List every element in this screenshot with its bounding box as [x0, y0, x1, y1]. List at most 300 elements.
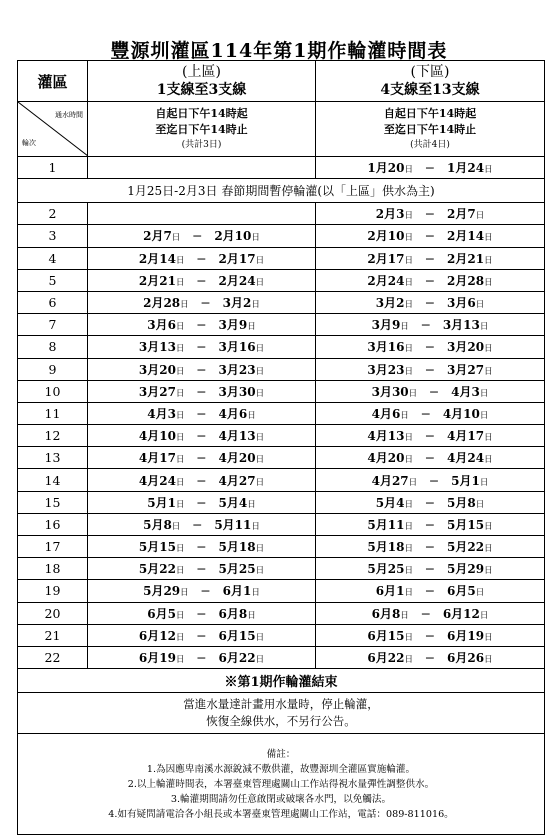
- range-dash: −: [196, 383, 207, 399]
- date-value: [219, 362, 265, 377]
- day-suffix: 日: [251, 233, 260, 244]
- month-day: 4月6: [371, 406, 401, 421]
- day-suffix: 日: [404, 632, 413, 643]
- date-value: [139, 628, 185, 643]
- date-value: [139, 428, 185, 443]
- day-suffix: 日: [255, 566, 265, 577]
- month-day: 2月7: [447, 207, 476, 222]
- schedule-table: [17, 60, 545, 835]
- range-dash: −: [196, 627, 207, 643]
- range-dash: −: [424, 561, 436, 577]
- day-suffix: 日: [255, 344, 265, 355]
- date-value: [443, 606, 489, 621]
- lower-time-rule: [316, 102, 545, 157]
- table-row: [18, 425, 545, 447]
- date-value: [219, 384, 265, 399]
- date-value: [447, 628, 493, 643]
- lower-zone-period: [316, 558, 545, 580]
- day-suffix: 日: [175, 566, 185, 577]
- lower-zone-period: [316, 358, 545, 380]
- date-value: [219, 428, 265, 443]
- round-number: 10: [18, 380, 88, 402]
- day-suffix: 日: [484, 366, 493, 377]
- day-suffix: 日: [404, 521, 413, 532]
- date-value: [147, 495, 184, 510]
- range-dash: −: [196, 250, 207, 266]
- table-row: [18, 358, 545, 380]
- round-number: 20: [18, 602, 88, 624]
- round-number: 9: [18, 358, 88, 380]
- date-value: [367, 517, 413, 532]
- table-row: [18, 157, 545, 179]
- month-day: 3月23: [218, 362, 256, 377]
- month-day: 4月20: [367, 451, 405, 466]
- upper-zone-name: (上區): [182, 64, 221, 80]
- round-number: 15: [18, 491, 88, 513]
- day-suffix: 日: [175, 544, 185, 555]
- table-row: [18, 380, 545, 402]
- day-suffix: 日: [400, 322, 409, 333]
- month-day: 3月2: [375, 296, 405, 311]
- day-suffix: 日: [171, 521, 181, 532]
- month-day: 3月13: [138, 340, 176, 355]
- day-suffix: 日: [404, 344, 413, 355]
- date-value: [367, 273, 413, 288]
- upper-zone-period: [88, 157, 316, 179]
- range-dash: −: [196, 472, 207, 488]
- month-day: 3月30: [218, 384, 256, 399]
- table-row: [18, 513, 545, 535]
- table-row: [18, 558, 545, 580]
- date-value: [143, 517, 180, 532]
- upper-zone-period: [88, 536, 316, 558]
- date-value: [219, 561, 265, 576]
- month-day: 3月13: [442, 318, 480, 333]
- range-dash: −: [196, 494, 207, 510]
- date-value: [451, 384, 488, 399]
- date-value: [219, 273, 265, 288]
- day-suffix: 日: [479, 410, 489, 421]
- date-value: [447, 251, 493, 266]
- day-suffix: 日: [404, 233, 413, 244]
- lower-zone-header: [316, 61, 545, 102]
- month-day: 6月26: [447, 651, 485, 666]
- day-suffix: 日: [400, 610, 409, 621]
- day-suffix: 日: [255, 455, 265, 466]
- day-suffix: 日: [255, 433, 265, 444]
- month-day: 3月27: [447, 362, 485, 377]
- upper-zone-period: [88, 358, 316, 380]
- range-dash: −: [424, 250, 436, 266]
- month-day: 2月17: [218, 251, 256, 266]
- date-value: [447, 362, 493, 377]
- table-row: [18, 291, 545, 313]
- date-value: [376, 495, 413, 510]
- round-number: 21: [18, 624, 88, 646]
- date-value: [139, 539, 185, 554]
- upper-zone-period: [88, 425, 316, 447]
- month-day: 2月10: [214, 229, 252, 244]
- table-row: [18, 247, 545, 269]
- end-text: ※第1期作輪灌結束: [18, 669, 545, 693]
- month-day: 3月2: [222, 296, 252, 311]
- day-suffix: 日: [180, 588, 189, 599]
- day-suffix: 日: [479, 477, 489, 488]
- date-value: [219, 317, 256, 332]
- day-suffix: 日: [479, 610, 489, 621]
- range-dash: −: [424, 516, 436, 532]
- month-day: 6月5: [447, 584, 476, 599]
- range-dash: −: [424, 361, 436, 377]
- date-value: [214, 517, 260, 532]
- date-value: [219, 628, 265, 643]
- month-day: 6月1: [375, 584, 405, 599]
- month-day: 5月11: [214, 517, 252, 532]
- range-dash: −: [420, 605, 432, 621]
- day-suffix: 日: [251, 521, 260, 532]
- lower-zone-period: [316, 157, 545, 179]
- lower-zone-period: [316, 247, 545, 269]
- date-value: [376, 295, 413, 310]
- month-day: 5月18: [218, 540, 256, 555]
- month-day: 4月13: [218, 429, 256, 444]
- date-value: [219, 251, 265, 266]
- table-row: [18, 447, 545, 469]
- day-suffix: 日: [484, 344, 493, 355]
- month-day: 2月14: [447, 229, 485, 244]
- table-row: [18, 469, 545, 491]
- date-value: [143, 228, 180, 243]
- day-suffix: 日: [404, 566, 413, 577]
- month-day: 3月20: [138, 362, 176, 377]
- day-suffix: 日: [408, 388, 418, 399]
- upper-start-rule: 自起日下午14時起: [155, 106, 248, 120]
- range-dash: −: [196, 361, 207, 377]
- round-number: 2: [18, 203, 88, 225]
- date-value: [139, 251, 185, 266]
- day-suffix: 日: [175, 499, 185, 510]
- month-day: 3月9: [218, 318, 248, 333]
- month-day: 5月22: [138, 562, 176, 577]
- lower-zone-period: [316, 402, 545, 424]
- round-number: 17: [18, 536, 88, 558]
- date-value: [139, 650, 185, 665]
- date-value: [447, 495, 484, 510]
- date-value: [147, 317, 184, 332]
- range-dash: −: [192, 228, 203, 244]
- lower-zone-period: [316, 380, 545, 402]
- upper-zone-period: [88, 225, 316, 247]
- notes-row: [18, 734, 545, 835]
- month-day: 3月30: [371, 384, 409, 399]
- date-value: [219, 495, 256, 510]
- date-value: [372, 317, 409, 332]
- table-row: [18, 225, 545, 247]
- round-number: 1: [18, 157, 88, 179]
- day-suffix: 日: [251, 300, 260, 311]
- date-value: [367, 339, 413, 354]
- lower-zone-period: [316, 624, 545, 646]
- lower-zone-period: [316, 269, 545, 291]
- lower-zone-period: [316, 425, 545, 447]
- day-suffix: 日: [175, 433, 185, 444]
- day-suffix: 日: [175, 610, 185, 621]
- range-dash: −: [424, 650, 436, 666]
- date-value: [367, 628, 413, 643]
- date-value: [447, 273, 493, 288]
- date-value: [367, 650, 413, 665]
- upper-zone-period: [88, 469, 316, 491]
- date-value: [372, 606, 409, 621]
- day-suffix: 日: [404, 366, 413, 377]
- round-number: 14: [18, 469, 88, 491]
- day-suffix: 日: [475, 300, 485, 311]
- month-day: 3月27: [138, 384, 176, 399]
- month-day: 2月28: [447, 273, 485, 288]
- table-row: [18, 269, 545, 291]
- month-day: 5月29: [143, 584, 181, 599]
- day-suffix: 日: [484, 255, 493, 266]
- range-dash: −: [196, 317, 207, 333]
- day-suffix: 日: [404, 588, 413, 599]
- upper-zone-period: [88, 269, 316, 291]
- date-value: [447, 561, 493, 576]
- day-suffix: 日: [484, 455, 493, 466]
- table-row: [18, 602, 545, 624]
- day-suffix: 日: [255, 388, 265, 399]
- month-day: 4月3: [451, 384, 480, 399]
- month-day: 4月13: [367, 429, 405, 444]
- upper-zone-period: [88, 580, 316, 602]
- day-suffix: 日: [175, 632, 185, 643]
- range-dash: −: [424, 160, 436, 176]
- month-day: 6月19: [138, 651, 176, 666]
- upper-zone-period: [88, 291, 316, 313]
- note-item: 3.輪灌期間請勿任意啟閉或破壞各水門，以免觸法。: [170, 793, 392, 805]
- note-item: 2.以上輪灌時間表，本署臺東管理處關山工作站得視水量彈性調整供水。: [127, 778, 435, 790]
- month-day: 2月21: [138, 273, 176, 288]
- table-row: [18, 646, 545, 668]
- date-value: [139, 450, 185, 465]
- range-dash: −: [424, 539, 436, 555]
- lower-zone-period: [316, 602, 545, 624]
- date-value: [376, 583, 413, 598]
- round-number: 3: [18, 225, 88, 247]
- date-value: [451, 473, 488, 488]
- month-day: 5月1: [451, 473, 480, 488]
- month-day: 6月22: [367, 651, 405, 666]
- date-value: [447, 583, 484, 598]
- day-suffix: 日: [404, 499, 413, 510]
- month-day: 5月4: [375, 495, 405, 510]
- day-suffix: 日: [484, 544, 493, 555]
- day-suffix: 日: [255, 655, 265, 666]
- range-dash: −: [420, 317, 432, 333]
- message-line: 恢復全線供水，不另行公告。: [206, 714, 356, 729]
- day-suffix: 日: [479, 322, 489, 333]
- date-value: [223, 295, 260, 310]
- lower-zone-period: [316, 203, 545, 225]
- day-suffix: 日: [408, 477, 418, 488]
- range-dash: −: [196, 650, 207, 666]
- day-suffix: 日: [247, 610, 256, 621]
- upper-zone-period: [88, 447, 316, 469]
- range-dash: −: [196, 405, 207, 421]
- day-suffix: 日: [404, 433, 413, 444]
- day-suffix: 日: [255, 277, 265, 288]
- day-suffix: 日: [175, 655, 185, 666]
- upper-zone-header: [88, 61, 316, 102]
- month-day: 1月20: [367, 161, 405, 176]
- lower-zone-period: [316, 336, 545, 358]
- month-day: 5月18: [367, 540, 405, 555]
- date-value: [367, 160, 413, 175]
- round-number: 13: [18, 447, 88, 469]
- date-value: [367, 362, 413, 377]
- day-suffix: 日: [484, 566, 493, 577]
- range-dash: −: [192, 516, 203, 532]
- month-day: 5月25: [367, 562, 405, 577]
- date-value: [447, 295, 484, 310]
- date-value: [139, 273, 185, 288]
- round-number: 6: [18, 291, 88, 313]
- lower-zone-period: [316, 469, 545, 491]
- month-day: 5月11: [367, 517, 405, 532]
- upper-zone-period: [88, 380, 316, 402]
- date-value: [139, 473, 185, 488]
- month-day: 6月15: [367, 628, 405, 643]
- date-value: [447, 228, 493, 243]
- upper-time-rule: [88, 102, 316, 157]
- month-day: 4月24: [447, 451, 485, 466]
- day-suffix: 日: [404, 544, 413, 555]
- month-day: 6月12: [138, 628, 176, 643]
- range-dash: −: [424, 228, 436, 244]
- range-dash: −: [424, 627, 436, 643]
- month-day: 2月17: [367, 251, 405, 266]
- date-value: [219, 406, 256, 421]
- month-day: 5月1: [147, 495, 176, 510]
- table-row: [18, 203, 545, 225]
- day-suffix: 日: [175, 410, 185, 421]
- date-value: [214, 228, 260, 243]
- month-day: 6月12: [442, 606, 480, 621]
- lower-zone-period: [316, 536, 545, 558]
- month-day: 2月7: [143, 229, 172, 244]
- day-suffix: 日: [255, 477, 265, 488]
- range-dash: −: [196, 428, 207, 444]
- date-value: [143, 583, 189, 598]
- date-value: [447, 160, 493, 175]
- month-day: 2月10: [367, 229, 405, 244]
- month-day: 6月19: [447, 628, 485, 643]
- month-day: 5月25: [218, 562, 256, 577]
- day-suffix: 日: [484, 632, 493, 643]
- lower-start-rule: 自起日下午14時起: [383, 106, 477, 120]
- range-dash: −: [196, 539, 207, 555]
- round-number: 22: [18, 646, 88, 668]
- day-suffix: 日: [255, 632, 265, 643]
- date-value: [447, 517, 493, 532]
- round-number: 11: [18, 402, 88, 424]
- water-time-label: 通水時間: [55, 111, 83, 119]
- round-number: 5: [18, 269, 88, 291]
- lower-zone-period: [316, 291, 545, 313]
- date-value: [367, 228, 413, 243]
- date-value: [139, 384, 185, 399]
- lower-zone-branches: 4支線至13支線: [380, 82, 480, 98]
- day-suffix: 日: [484, 277, 493, 288]
- date-value: [372, 406, 409, 421]
- date-value: [376, 206, 413, 221]
- month-day: 6月8: [371, 606, 401, 621]
- range-dash: −: [428, 383, 440, 399]
- upper-zone-period: [88, 624, 316, 646]
- upper-zone-period: [88, 602, 316, 624]
- notes: [18, 734, 545, 835]
- date-value: [219, 539, 265, 554]
- note-item: 1.為因應卑南溪水源銳減不敷供灌，故豐源圳全灌區實施輪灌。: [146, 763, 416, 775]
- day-suffix: 日: [171, 233, 181, 244]
- month-day: 6月15: [218, 628, 256, 643]
- month-day: 3月23: [367, 362, 405, 377]
- date-value: [219, 450, 265, 465]
- range-dash: −: [424, 494, 436, 510]
- date-value: [367, 428, 413, 443]
- month-day: 4月17: [138, 451, 176, 466]
- day-suffix: 日: [180, 300, 189, 311]
- upper-zone-period: [88, 513, 316, 535]
- day-suffix: 日: [484, 433, 493, 444]
- date-value: [367, 251, 413, 266]
- day-suffix: 日: [484, 165, 493, 176]
- table-row: [18, 580, 545, 602]
- lower-total-days: (共計4日): [410, 139, 450, 150]
- date-value: [139, 339, 185, 354]
- month-day: 5月29: [447, 562, 485, 577]
- month-day: 6月1: [222, 584, 252, 599]
- day-suffix: 日: [484, 521, 493, 532]
- month-day: 6月5: [147, 606, 176, 621]
- date-value: [147, 606, 184, 621]
- upper-zone-period: [88, 491, 316, 513]
- day-suffix: 日: [175, 322, 185, 333]
- month-day: 5月15: [447, 517, 485, 532]
- date-value: [443, 406, 489, 421]
- date-value: [447, 450, 493, 465]
- day-suffix: 日: [247, 499, 256, 510]
- month-day: 4月10: [442, 406, 480, 421]
- range-dash: −: [424, 272, 436, 288]
- month-day: 2月28: [143, 296, 181, 311]
- day-suffix: 日: [404, 211, 413, 222]
- day-suffix: 日: [404, 455, 413, 466]
- lower-zone-period: [316, 646, 545, 668]
- date-value: [447, 206, 484, 221]
- date-value: [219, 473, 265, 488]
- month-day: 5月8: [447, 495, 476, 510]
- upper-end-rule: 至迄日下午14時止: [155, 122, 248, 136]
- round-number: 19: [18, 580, 88, 602]
- day-suffix: 日: [255, 544, 265, 555]
- range-dash: −: [196, 272, 207, 288]
- range-dash: −: [420, 405, 432, 421]
- day-suffix: 日: [175, 344, 185, 355]
- day-suffix: 日: [247, 410, 256, 421]
- date-value: [219, 339, 265, 354]
- date-value: [447, 539, 493, 554]
- day-suffix: 日: [475, 499, 485, 510]
